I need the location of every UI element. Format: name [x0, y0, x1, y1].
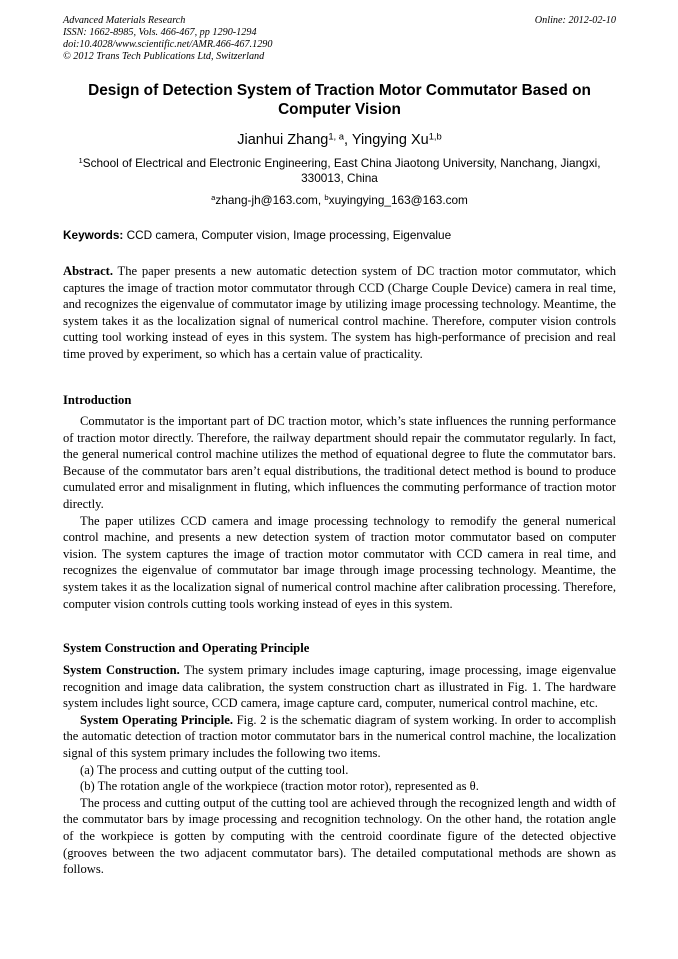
journal-name: Advanced Materials Research	[63, 15, 186, 26]
email-b-superscript: b	[324, 193, 329, 203]
abstract-text: The paper presents a new automatic detection system of DC traction motor commutator, which captures the image of traction motor commutator through CCD (Charge Couple Device) camera in real time, and recognizes the eigenvalue of commutator image by utilizing image processing technology. Meantime, the system takes it as the localization signal of numerical control machine. Therefore, computer vision controls cutting tool working instead of eyes in this system. The system has high-performance of precision and real time proved by experiment, so which has a certain value of practicality.	[63, 264, 616, 361]
affiliation-text: School of Electrical and Electronic Engineering, East China Jiaotong University, Nanchang, Jiangxi, 330013, China	[82, 156, 601, 185]
email-a-superscript: a	[211, 193, 216, 203]
affiliation-superscript: 1	[78, 156, 83, 166]
author-1-name: Jianhui Zhang	[237, 132, 329, 148]
introduction-heading: Introduction	[63, 393, 132, 407]
system-body	[63, 662, 616, 878]
intro-paragraph-2: The paper utilizes CCD camera and image processing technology to remodify the general numerical control machine, and presents a new detection system of traction motor commutator based on computer vision. The system captures the image of traction motor commutator with CCD camera in real time, and recognizes the eigenvalue of commutator bar image through image processing technology. Meantime, the system takes it as the localization signal of numerical control machine after calibration processing. Therefore, computer vision controls cutting tools working instead of eyes in this system.	[63, 513, 616, 611]
online-date: Online: 2012-02-10	[534, 15, 616, 26]
abstract-paragraph	[63, 263, 616, 363]
system-last-paragraph: The process and cutting output of the cutting tool are achieved through the recognized length and width of the commutator bars by image processing and recognition technology. On the other hand, the rotation angle of the workpiece is gotten by computing with the centroid coordinate figure of the detected objective (grooves between the two adjacent commutator bars). The detailed computational methods are shown as follows.	[63, 795, 616, 877]
affiliation	[63, 156, 616, 186]
author-2-name: Yingying Xu	[351, 132, 429, 148]
email-a: zhang-jh@163.com,	[215, 193, 325, 207]
author-line	[63, 131, 616, 149]
list-item-b: (b) The rotation angle of the workpiece (traction motor rotor), represented as θ.	[80, 779, 479, 794]
journal-doi: doi:10.4028/www.scientific.net/AMR.466-467.1290	[63, 39, 273, 50]
paper-title: Design of Detection System of Traction Motor Commutator Based on Computer Vision	[88, 82, 591, 118]
author-2-superscript: 1,b	[428, 130, 442, 142]
system-construction-text: The system primary includes image capturing, image processing, image eigenvalue recognition and image data calibration, the system construction chart as illustrated in Fig. 1. The hardware system includes light source, CCD camera, image capture card, computer, numerical control machine, etc.	[63, 663, 616, 711]
intro-paragraph-1: Commutator is the important part of DC traction motor, which’s state influences the running performance of traction motor directly. Therefore, the railway department should repair the commutator regularly. In fact, the general numerical control machine utilizes the method of equational degree to flute the commutator bars. Because of the commutator bars aren’t equal distributions, the traditional detect method is bound to produce cumulated error and misalignment in fluting, which influences the commuting performance of traction motor directly.	[63, 414, 616, 511]
author-1-superscript: 1, a	[328, 130, 345, 142]
keywords-label: Keywords:	[63, 228, 124, 242]
system-construction-label: System Construction.	[63, 663, 180, 677]
list-item-a: (a) The process and cutting output of the cutting tool.	[80, 762, 349, 777]
author-separator: ,	[344, 132, 352, 148]
journal-issn: ISSN: 1662-8985, Vols. 466-467, pp 1290-1294	[63, 27, 257, 38]
abstract-label: Abstract.	[63, 264, 114, 278]
email-b: xuyingying_163@163.com	[328, 193, 468, 207]
introduction-body	[63, 413, 616, 612]
keywords-text: CCD camera, Computer vision, Image processing, Eigenvalue	[123, 228, 452, 242]
email-line	[63, 193, 616, 208]
system-heading: System Construction and Operating Principle	[63, 641, 310, 655]
abstract	[63, 263, 616, 363]
journal-header	[63, 15, 616, 63]
keywords	[63, 228, 616, 243]
journal-copyright: © 2012 Trans Tech Publications Ltd, Switzerland	[63, 51, 265, 62]
system-principle-paragraph	[63, 712, 616, 762]
system-principle-label: System Operating Principle.	[80, 712, 234, 727]
system-principle-text: Fig. 2 is the schematic diagram of system working. In order to accomplish the automatic detection of traction motor commutator bars in the numerical control machine, the localization signal of this system primary includes the following two items.	[63, 712, 616, 760]
system-construction-paragraph	[63, 662, 616, 712]
